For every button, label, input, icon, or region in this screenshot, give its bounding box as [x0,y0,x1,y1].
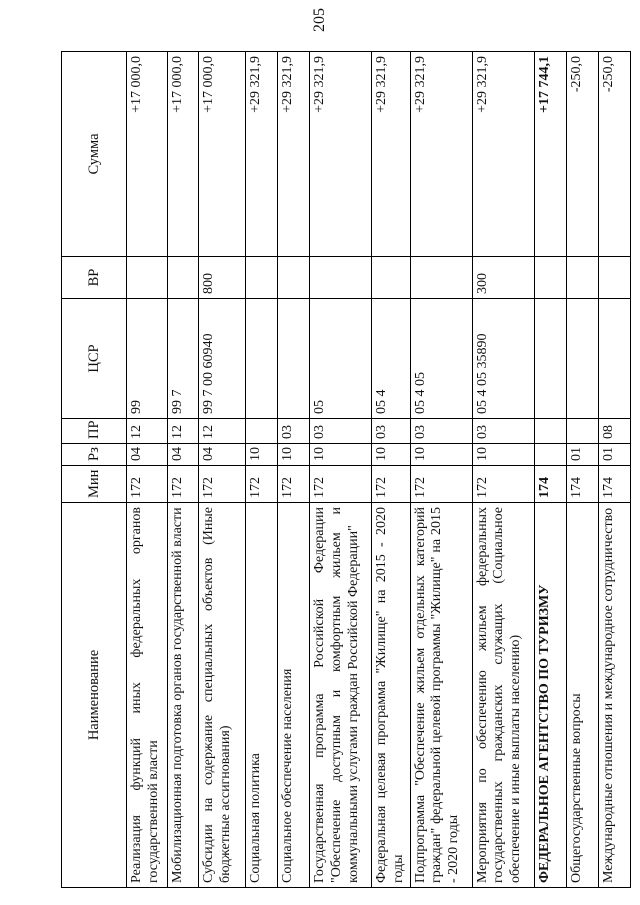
row-sum: +29 321,9 [246,52,278,257]
header-name: Наименование [62,503,127,888]
table-header-row [62,52,127,888]
row-pr: 03 [310,419,372,444]
row-vr [372,257,411,299]
header-rz: Рз [62,444,127,466]
row-min: 172 [199,466,246,503]
row-csr [598,299,630,419]
row-csr: 05 [310,299,372,419]
row-csr [246,299,278,419]
row-name: Подпрограмма "Обеспечение жильем отдельных категорий граждан" федеральной целевой программы "Жилище" на 2015 - 2020 годы [410,503,472,888]
row-pr: 03 [410,419,472,444]
row-csr: 99 7 [168,299,199,419]
row-min: 172 [168,466,199,503]
table-row [199,52,246,888]
row-pr: 03 [472,419,534,444]
row-csr: 05 4 05 35890 [472,299,534,419]
row-name: Социальная политика [246,503,278,888]
table-row [598,52,630,888]
row-pr [534,419,566,444]
table-row [372,52,411,888]
row-min: 172 [127,466,168,503]
row-vr [310,257,372,299]
row-rz: 10 [372,444,411,466]
row-min: 172 [310,466,372,503]
table-row [410,52,472,888]
row-csr: 99 7 00 60940 [199,299,246,419]
row-rz: 10 [246,444,278,466]
row-csr [278,299,310,419]
row-rz: 10 [278,444,310,466]
row-pr: 03 [372,419,411,444]
row-csr: 99 [127,299,168,419]
row-min: 172 [278,466,310,503]
row-min: 172 [472,466,534,503]
row-min: 174 [598,466,630,503]
row-rz: 04 [168,444,199,466]
row-vr [127,257,168,299]
row-sum: +17 000,0 [199,52,246,257]
row-sum: +17 744,1 [534,52,566,257]
row-vr [168,257,199,299]
row-vr [566,257,598,299]
row-csr: 05 4 [372,299,411,419]
row-name: Общегосударственные вопросы [566,503,598,888]
row-pr [246,419,278,444]
row-rz: 04 [127,444,168,466]
row-min: 172 [410,466,472,503]
row-name: ФЕДЕРАЛЬНОЕ АГЕНТСТВО ПО ТУРИЗМУ [534,503,566,888]
row-vr [598,257,630,299]
row-name: Государственная программа Российской Федерации "Обеспечение доступным и комфортным жильем и коммунальными услугами граждан Российской Федерации" [310,503,372,888]
row-vr [278,257,310,299]
row-csr [566,299,598,419]
row-csr: 05 4 05 [410,299,472,419]
budget-table-container [61,52,616,888]
row-name: Мероприятия по обеспечению жильем федеральных государственных гражданских служащих (Социальное обеспечение и иные выплаты населению) [472,503,534,888]
row-min: 172 [372,466,411,503]
row-rz: 10 [472,444,534,466]
row-pr [566,419,598,444]
row-rz: 10 [410,444,472,466]
row-csr [534,299,566,419]
table-row [127,52,168,888]
row-sum: +29 321,9 [278,52,310,257]
row-rz [534,444,566,466]
row-name: Социальное обеспечение населения [278,503,310,888]
budget-table [61,51,631,888]
row-rz: 01 [598,444,630,466]
row-min: 174 [534,466,566,503]
table-row [534,52,566,888]
row-rz: 01 [566,444,598,466]
row-pr: 12 [199,419,246,444]
row-name: Федеральная целевая программа "Жилище" на 2015 - 2020 годы [372,503,411,888]
row-sum: +17 000,0 [168,52,199,257]
row-sum: +17 000,0 [127,52,168,257]
header-sum: Сумма [62,52,127,257]
row-min: 172 [246,466,278,503]
row-sum: +29 321,9 [372,52,411,257]
row-vr [246,257,278,299]
row-sum: +29 321,9 [410,52,472,257]
row-vr [410,257,472,299]
row-rz: 04 [199,444,246,466]
row-pr: 12 [127,419,168,444]
table-row [246,52,278,888]
row-name: Субсидии на содержание специальных объектов (Иные бюджетные ассигнования) [199,503,246,888]
row-vr [534,257,566,299]
table-row [168,52,199,888]
header-vr: ВР [62,257,127,299]
row-pr: 03 [278,419,310,444]
row-pr: 08 [598,419,630,444]
row-name: Реализация функций иных федеральных органов государственной власти [127,503,168,888]
row-min: 174 [566,466,598,503]
row-sum: +29 321,9 [310,52,372,257]
header-pr: ПР [62,419,127,444]
header-min: Мин [62,466,127,503]
row-pr: 12 [168,419,199,444]
row-vr: 800 [199,257,246,299]
row-vr: 300 [472,257,534,299]
table-row [310,52,372,888]
page-number: 205 [311,8,328,32]
header-csr: ЦСР [62,299,127,419]
row-rz: 10 [310,444,372,466]
table-row [472,52,534,888]
row-name: Мобилизационная подготовка органов государственной власти [168,503,199,888]
row-sum: -250,0 [598,52,630,257]
table-row [566,52,598,888]
row-name: Международные отношения и международное сотрудничество [598,503,630,888]
table-row [278,52,310,888]
row-sum: +29 321,9 [472,52,534,257]
row-sum: -250,0 [566,52,598,257]
